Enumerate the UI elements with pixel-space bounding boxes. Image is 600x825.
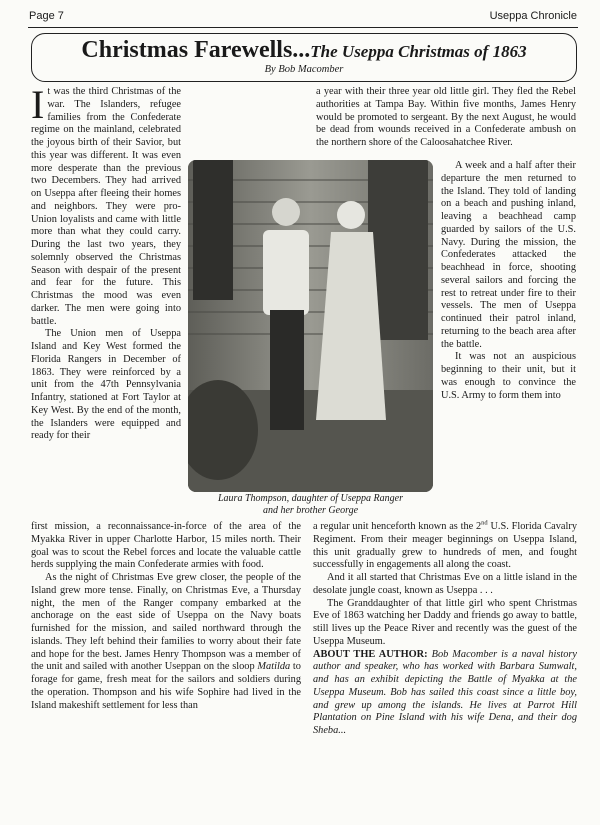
column-right-mid — [441, 160, 576, 402]
column-right-top — [316, 86, 576, 150]
paragraph-rangers: The Union men of Useppa Island and Key West formed the Florida Rangers in December of 1863. They were reinforced by a unit from the 47th Pennsylvania Infantry, stationed at Fort Taylor at Key West. By the end of the month, the Islanders were equipped and ready for their — [31, 328, 181, 442]
drop-cap: I — [31, 82, 45, 127]
photo-caption — [188, 493, 433, 517]
paragraph-family — [316, 86, 576, 150]
column-lower-left — [31, 521, 301, 712]
family-text-a: a year with their three year old little girl. They fled the Rebel authorities at Tampa Bay. Within five months, James Henry would be promoted to sergeant. By the next August, he would be dead from wounds received in a Confederate ambush on the northern shore of the Caloosahatchee River. — [316, 86, 576, 148]
regiment-sup: nd — [481, 519, 488, 527]
photo-illustration — [188, 160, 433, 492]
paragraph-about-author — [313, 649, 577, 738]
publication-name: Useppa Chronicle — [489, 10, 577, 22]
paragraph-intro — [31, 82, 181, 328]
historic-photo — [188, 160, 433, 492]
caption-line-2: and her brother George — [262, 505, 359, 516]
paragraph-started: And it all started that Christmas Eve on a little island in the desolate jungle coast, known as Useppa . . . — [313, 572, 577, 596]
header-rule — [28, 27, 578, 28]
caption-line-1: Laura Thompson, daughter of Useppa Ranger — [217, 493, 403, 504]
column-left — [31, 82, 181, 443]
vessel-name: Matilda — [257, 661, 291, 673]
title-box — [31, 33, 577, 82]
paragraph-christmas-eve — [31, 572, 301, 712]
regiment-text-b: U.S. Florida Cavalry Regiment. From their meager beginnings on Useppa Island, this unit gradually grew to hundreds of men, and fought successfully in engagements all along the coast. — [313, 521, 577, 571]
eve-text-b: to forage for game, fresh meat for the sailors and soldiers during the operation. Thompson and his wife Sophire had lived in the Island makeshift settlement for less than — [31, 661, 301, 711]
paragraph-granddaughter: The Granddaughter of that little girl who spent Christmas Eve of 1863 watching her Daddy and friends go away to battle, still lives up the Peace River and recently was the guest of the Useppa Museum. — [313, 597, 577, 647]
page-number: Page 7 — [29, 10, 64, 22]
about-text: Bob Macomber is a naval history author and speaker, who has worked with Barbara Sumwalt, and has an exhibit depicting the Battle of Myakka at the Useppa Museum. Bob has sailed this coast since a little boy, and grew up among the islands. He lives at Parrot Hill Plantation on Pine Island with his wife Dena, and their dog Sheba... — [313, 648, 578, 736]
column-lower-right — [313, 521, 577, 738]
article-subtitle: The Useppa Christmas of 1863 — [310, 42, 527, 61]
byline: By Bob Macomber — [264, 64, 344, 75]
about-label: ABOUT THE AUTHOR: — [313, 648, 428, 660]
paragraph-regiment — [313, 521, 577, 572]
article-title-main: Christmas Farewells... — [81, 37, 311, 63]
article-title — [32, 37, 576, 64]
intro-text: t was the third Christmas of the war. The Islanders, refugee families from the Confederate regime on the mainland, celebrated the joyous birth of their Savior, but this year was different. It was even more desperate than the previous two Decembers. They had arrived on Useppa after fleeing their homes and neighbors. They were pro-Union loyalists and came with little more than what they could carry. During the last two years, they solemnly observed the Christmas Season with despair of the present and fear for the future. This Christmas the mood was even darker. The men were going into battle. — [31, 86, 181, 327]
paragraph-return: A week and a half after their departure the men returned to the Island. They told of landing on a beach and pushing inland, leaving a beachhead camp guarded by sailors of the U.S. Navy. During the mission, the Confederates attacked the beachhead in force, shooting several sailors and forcing the rest to retreat under fire to their vessels. The men of Useppa continued their patrol inland, returning to the beach area after the battle. — [441, 160, 576, 350]
eve-text-a: As the night of Christmas Eve grew closer, the people of the Island grew more tense. Finally, on Christmas Eve, a Thursday night, the men of the Ranger company embarked at the anchorage on the east side of Useppa on the Navy boats furnished for the mission, and sailed northward through the islands. They left behind their families to worry about their fate and hope for the best. James Henry Thompson was a member of the unit and sailed with another Useppan on the sloop — [31, 572, 301, 673]
paragraph-mission: first mission, a reconnaissance-in-force of the area of the Myakka River in upper Charlotte Harbor, 15 miles north. Their goal was to scout the Rebel forces and locate the valuable cattle herds supplying the main Confederate armies with food. — [31, 521, 301, 571]
paragraph-beginning: It was not an auspicious beginning to their unit, but it was enough to convince the U.S. Army to form them into — [441, 351, 576, 401]
regiment-text-a: a regular unit henceforth known as the 2 — [313, 521, 482, 532]
